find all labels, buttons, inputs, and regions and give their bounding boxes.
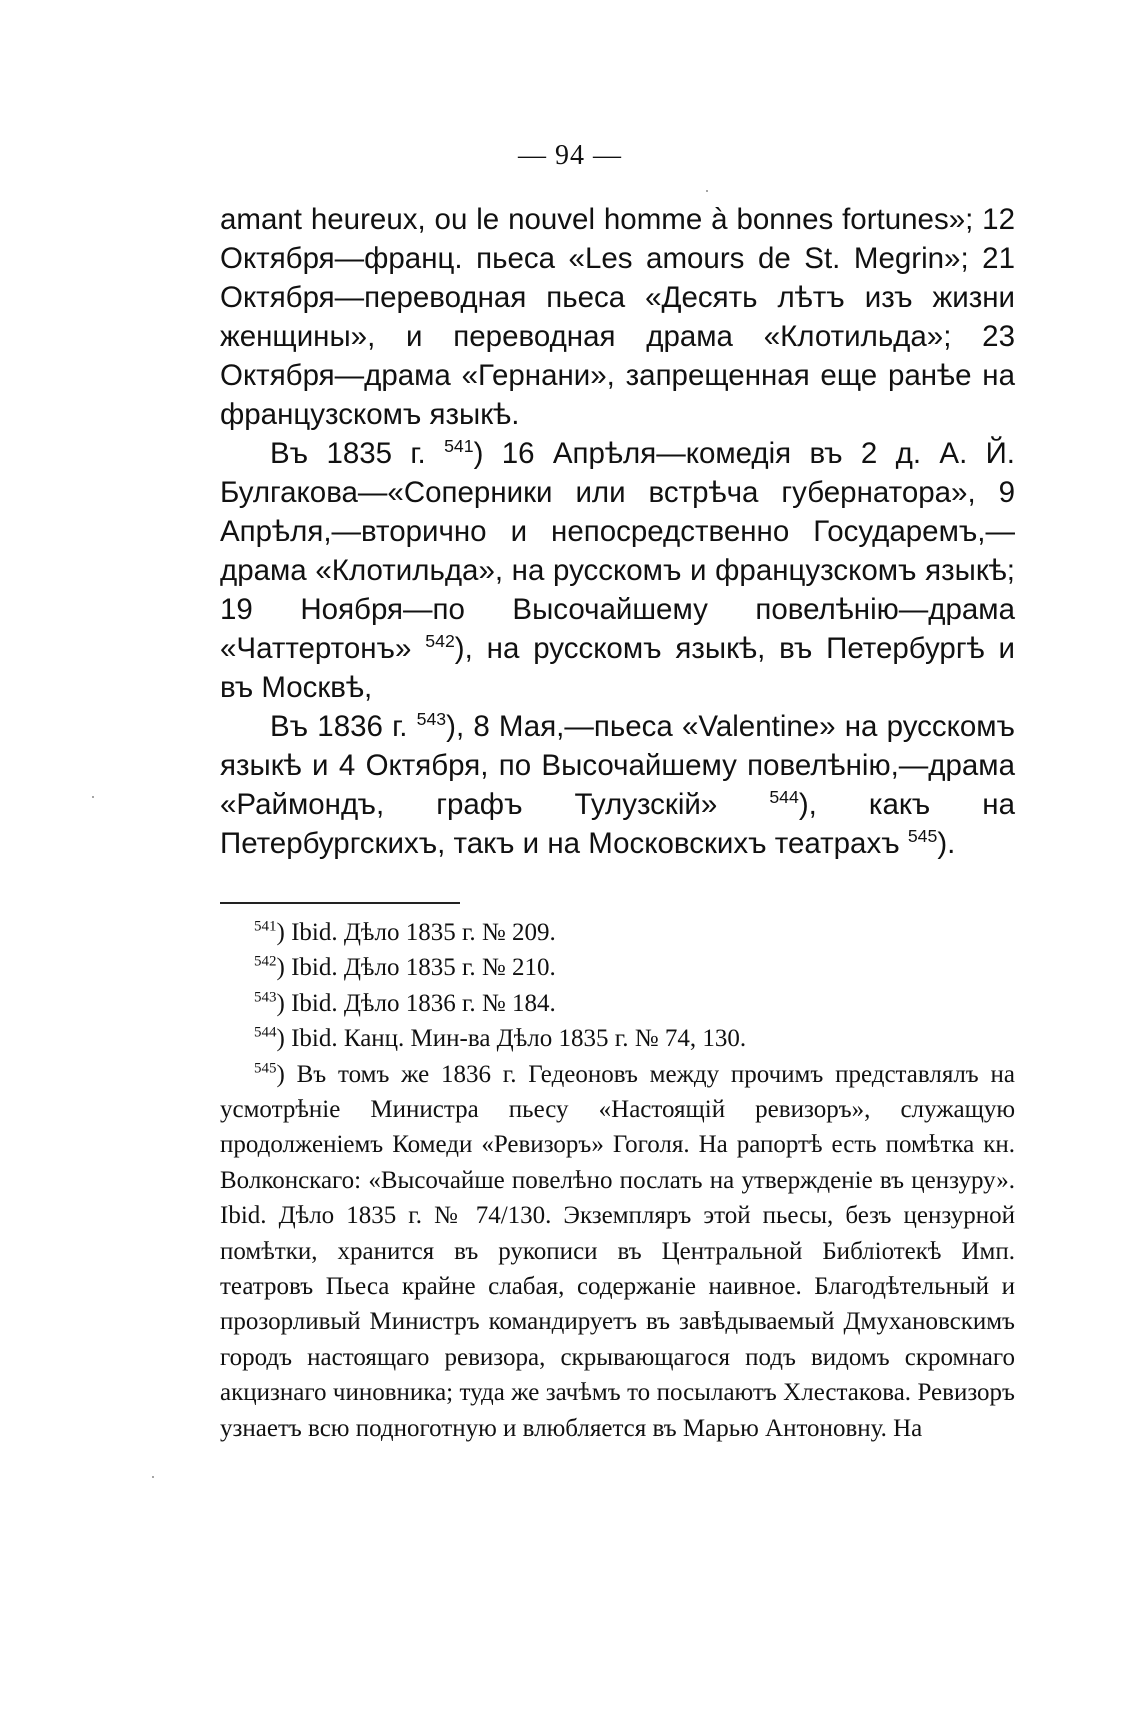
paragraph-text: ), какъ на Петербургскихъ, такъ и на Московскихъ театрахъ (220, 788, 1015, 860)
footnote-text: ) Ibid. Канц. Мин-ва Дѣло 1835 г. № 74, 130. (276, 1025, 747, 1053)
footnote-reference: 542 (425, 631, 455, 652)
footnote (220, 915, 1015, 950)
footnote-reference: 543 (416, 709, 447, 730)
paragraph-text: ), на русскомъ языкѣ, въ Петербургѣ и въ Москвѣ, (220, 632, 1015, 704)
footnote-number: 542 (254, 954, 277, 971)
footnote-text: ) Ibid. Дѣло 1835 г. № 210. (276, 954, 556, 982)
footnote-text: ) Ibid. Дѣло 1835 г. № 209. (276, 919, 556, 946)
main-text (220, 200, 1015, 863)
paragraph-text: Въ 1836 г. (270, 710, 417, 743)
page-number: — 94 — (518, 140, 622, 171)
footnote-number: 545 (254, 1060, 277, 1077)
paragraph-text: Въ 1835 г. (270, 437, 445, 470)
footnote-text: ) Въ томъ же 1836 г. Гедеоновъ между прочимъ представлялъ на усмотрѣніе Министра пьесу «Настоящій ревизоръ», служащую продолженіемъ Комеди «Ревизоръ» Гоголя. На рапортѣ есть помѣтка кн. Волконскаго: «Высочайше повелѣно послать на утвержденіе въ цензуру». Ibid. Дѣло 1835 г. № 74/130. Экземпляръ этой пьесы, безъ цензурной помѣтки, хранится въ рукописи въ Центральной Библіотекѣ Имп. театровъ Пьеса крайне слабая, содержаніе наивное. Благодѣтельный и прозорливый Министръ командируетъ въ завѣдываемый Дмухановскимъ городъ настоящаго ревизора, скрывающагося подъ видомъ скромнаго акцизнаго чиновника; туда же зачѣмъ то посылаютъ Хлестакова. Ревизоръ узнаетъ всю подноготную и влюбляется въ Марью Антоновну. На (220, 1060, 1015, 1442)
footnote (220, 1021, 1015, 1056)
footnote (220, 1057, 1015, 1446)
paragraph-text: amant heureux, ou le nouvel homme à bonnes fortunes»; 12 Октября—франц. пьеса «Les amours de St. Megrin»; 21 Октября—переводная пьеса «Десять лѣтъ изъ жизни женщины», и переводная драма «Клотильда»; 23 Октября—драма «Гернани», запрещенная еще ранѣе на французскомъ языкѣ. (220, 203, 1015, 431)
footnote-number: 543 (254, 989, 277, 1006)
paper-speck (706, 190, 708, 192)
paragraph (220, 434, 1015, 707)
paragraph-text: ). (937, 827, 956, 860)
paragraph-text: ), 8 Мая,—пьеса «Valentine» на русскомъ языкѣ и 4 Октября, по Высочайшему повелѣнію,—драма «Раймондъ, графъ Тулузскій» (220, 710, 1015, 821)
footnote-number: 544 (254, 1024, 277, 1041)
paragraph (220, 707, 1015, 863)
footnote-number: 541 (254, 918, 277, 935)
footnote-reference: 544 (769, 787, 799, 808)
paragraph (220, 200, 1015, 434)
footnote-text: ) Ibid. Дѣло 1836 г. № 184. (276, 989, 556, 1017)
paragraph-text: ) 16 Апрѣля—комедія въ 2 д. А. Й. Булгакова—«Соперники или встрѣча губернатора», 9 Апрѣля,—вторично и непосредственно Государемъ,— драма «Клотильда», на русскомъ и французскомъ языкѣ; 19 Ноября—по Высочайшему повелѣнію—драма «Чаттертонъ» (220, 437, 1015, 665)
footnote (220, 986, 1015, 1021)
footnote-reference: 541 (444, 436, 474, 457)
footnote-separator (220, 902, 460, 904)
footnotes (220, 915, 1015, 1446)
paper-speck (152, 1476, 154, 1478)
footnote-reference: 545 (907, 826, 938, 847)
paper-speck (92, 796, 94, 798)
footnote (220, 950, 1015, 985)
